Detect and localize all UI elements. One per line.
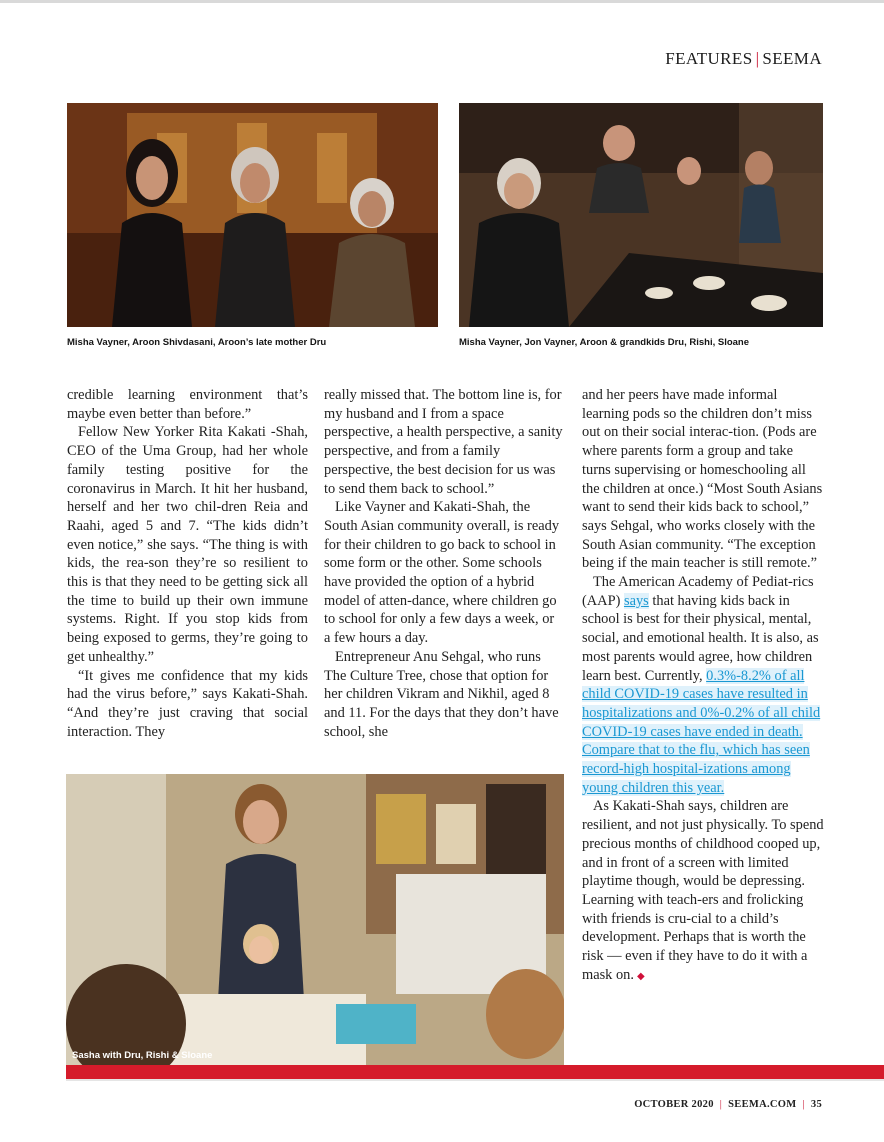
photo-misha-aroon-dru	[67, 103, 438, 327]
footer-date: OCTOBER 2020	[634, 1099, 714, 1110]
photo2-caption: Misha Vayner, Jon Vayner, Aroon & grandkids Dru, Rishi, Sloane	[459, 337, 750, 348]
page-footer	[634, 1099, 822, 1110]
photo-illustration	[67, 103, 438, 327]
top-rule	[0, 0, 884, 3]
paragraph: “It gives me confidence that my kids had the virus before,” says Kakati-Shah. “And they’re just craving that social interaction. They	[67, 667, 308, 740]
paragraph: Entrepreneur Anu Sehgal, who runs The Culture Tree, chose that option for her children Vikram and Nikhil, aged 8 and 11. For the days that they don’t have school, she	[324, 648, 559, 740]
covid-statistics-link[interactable]: 0.3%-8.2% of all child COVID-19 cases have resulted in hospitalizations and 0%-0.2% of all child COVID-19 cases have ended in death. Compare that to the flu, which has seen record-high hospital-izations among young children this year.	[582, 667, 821, 796]
publication-name: SEEMA	[762, 49, 822, 68]
paragraph	[582, 573, 824, 797]
article-column-2	[324, 386, 563, 741]
paragraph: Like Vayner and Kakati-Shah, the South Asian community overall, is ready for their children to go back to school in some form or the other. Some schools have provided the option of a hybrid model of atten-dance, where children go to school for only a few days a week, or a few hours a day.	[324, 499, 560, 647]
photo-sasha-with-kids	[66, 774, 564, 1067]
article-column-1	[67, 386, 308, 741]
paragraph: and her peers have made informal learning pods so the children don’t miss out on their social interac-tion. (Pods are where parents form a group and take turns supervising or homeschooling all the children at once.) “Most South Asians want to send their kids back to school,” says Sehgal, who works closely with the South Asian community. “The exception being if the main teacher is still remote.”	[582, 387, 823, 572]
photo-illustration	[66, 774, 564, 1067]
paragraph-text: The American Academy of Pediat-rics (AAP)	[582, 574, 814, 609]
paragraph-text: that having kids back in school is best for their physical, mental, social, and emotional health. It is also, as most parents would agree, how children learn best. Currently,	[582, 592, 819, 684]
footer-red-band	[66, 1065, 884, 1079]
paragraph-text: As Kakati-Shah says, children are resilient, and not just physically. To spend precious months of childhood cooped up, and in front of a screen with limited playtime though, would be depressing. Learning with teach-ers and frolicking with friends is cru-cial to a child’s development. Perhaps that is worth the risk — even if they have to do it with a mask on.	[582, 798, 824, 983]
footer-site: SEEMA.COM	[728, 1099, 797, 1110]
photo3-caption: Sasha with Dru, Rishi & Sloane	[72, 1050, 213, 1061]
footer-separator: |	[802, 1099, 805, 1110]
footer-separator: |	[719, 1099, 723, 1110]
paragraph: Fellow New Yorker Rita Kakati -Shah, CEO of the Uma Group, had her whole family testing positive for the coronavirus in March. It hit her husband, herself and her two chil-dren Reia and Raahi, aged 5 and 7. “The kids didn’t even notice,” she says. “The thing is with kids, the rea-son they’re so resilient to this is that they need to be getting sick all the time to build up their own immune systems. Right. If you stop kids from being exposed to germs, they’re going to get unhealthy.”	[67, 424, 308, 665]
section-header	[665, 49, 822, 69]
paragraph: really missed that. The bottom line is, for my husband and I from a space perspective, a health perspective, a sanity perspective, and from a family perspective, the best decision for us was to send them back to school.”	[324, 387, 563, 497]
page-number: 35	[810, 1099, 822, 1110]
photo1-caption: Misha Vayner, Aroon Shivdasani, Aroon’s late mother Dru	[67, 337, 327, 348]
article-column-3	[582, 386, 824, 987]
section-label: FEATURES	[665, 49, 753, 68]
aap-says-link[interactable]: says	[623, 592, 649, 609]
paragraph	[582, 797, 824, 986]
photo-family-dinner	[459, 103, 823, 327]
paragraph: credible learning environment that’s maybe even better than before.”	[67, 387, 308, 422]
header-separator: |	[755, 49, 760, 68]
end-mark-icon: ◆	[636, 970, 645, 982]
photo-illustration	[459, 103, 823, 327]
